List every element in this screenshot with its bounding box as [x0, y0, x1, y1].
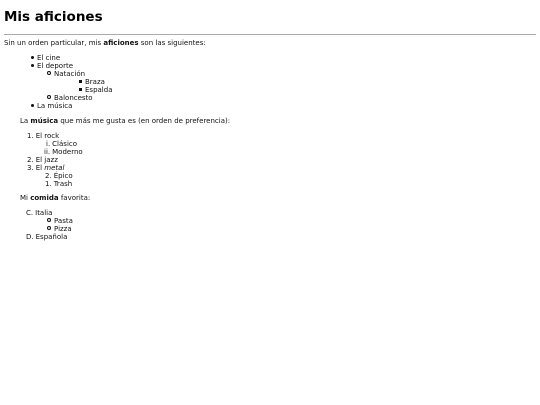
- bullet-disc-icon: [31, 104, 34, 107]
- list-marker: 1.: [45, 180, 52, 188]
- bullet-circle-icon: [47, 71, 51, 75]
- intro-bold: aficiones: [103, 39, 139, 47]
- list-marker: ii.: [44, 148, 51, 156]
- bullet-disc-icon: [31, 64, 34, 67]
- hobby-deporte: El deporte: [37, 62, 73, 70]
- hobby-braza: Braza: [85, 78, 105, 86]
- music-epico: Épico: [53, 172, 73, 180]
- music-metal-prefix: El: [35, 164, 45, 172]
- horizontal-rule: [4, 34, 536, 35]
- hobby-baloncesto: Baloncesto: [54, 94, 93, 102]
- bullet-square-icon: [79, 88, 82, 91]
- list-marker: 2.: [27, 156, 34, 164]
- list-item-espalda: [79, 86, 112, 94]
- music-intro-prefix: La: [20, 117, 31, 125]
- list-item-epico: [45, 172, 73, 180]
- list-item-braza: [79, 78, 105, 86]
- list-item-natacion: [47, 70, 85, 78]
- music-metal: metal: [44, 164, 65, 172]
- bullet-circle-icon: [47, 218, 51, 222]
- music-intro-bold: música: [30, 117, 59, 125]
- list-item-jazz: [27, 156, 58, 164]
- list-marker: D.: [26, 233, 34, 241]
- intro-suffix: son las siguientes:: [138, 39, 206, 47]
- list-item-cine: [31, 54, 60, 62]
- music-jazz: El jazz: [35, 156, 58, 164]
- hobby-natacion: Natación: [54, 70, 86, 78]
- list-item-musica: [31, 102, 72, 110]
- list-item-italia: [26, 209, 52, 217]
- intro-paragraph: [4, 39, 206, 47]
- food-pasta: Pasta: [54, 217, 73, 225]
- list-item-baloncesto: [47, 94, 93, 102]
- food-pizza: Pizza: [54, 225, 72, 233]
- hobby-espalda: Espalda: [85, 86, 113, 94]
- list-item-rock: [27, 132, 59, 140]
- food-intro-suffix: favorita:: [58, 194, 91, 202]
- list-item-metal: [27, 164, 64, 172]
- music-paragraph: [20, 117, 230, 125]
- bullet-circle-icon: [47, 226, 51, 230]
- music-moderno: Moderno: [52, 148, 83, 156]
- list-item-moderno: [44, 148, 83, 156]
- list-item-espanola: [26, 233, 67, 241]
- bullet-disc-icon: [31, 56, 34, 59]
- list-marker: i.: [46, 140, 51, 148]
- food-espanola: Española: [35, 233, 68, 241]
- intro-text: Sin un orden particular, mis: [4, 39, 104, 47]
- list-marker: 2.: [45, 172, 52, 180]
- food-italia: Italia: [35, 209, 53, 217]
- bullet-circle-icon: [47, 95, 51, 99]
- hobby-cine: El cine: [37, 54, 61, 62]
- music-rock: El rock: [35, 132, 60, 140]
- list-item-pasta: [47, 217, 73, 225]
- music-clasico: Clásico: [52, 140, 78, 148]
- list-marker: 1.: [27, 132, 34, 140]
- food-intro-prefix: Mi: [20, 194, 31, 202]
- list-marker: C.: [26, 209, 34, 217]
- list-marker: 3.: [27, 164, 34, 172]
- food-intro-bold: comida: [30, 194, 59, 202]
- page-title: Mis aficiones: [4, 9, 103, 25]
- food-paragraph: [20, 194, 90, 202]
- list-item-pizza: [47, 225, 72, 233]
- list-item-trash: [45, 180, 72, 188]
- bullet-square-icon: [79, 80, 82, 83]
- music-intro-suffix: que más me gusta es (en orden de preferencia):: [58, 117, 231, 125]
- list-item-deporte: [31, 62, 73, 70]
- list-item-clasico: [46, 140, 77, 148]
- music-trash: Trash: [53, 180, 73, 188]
- hobby-musica: La música: [37, 102, 73, 110]
